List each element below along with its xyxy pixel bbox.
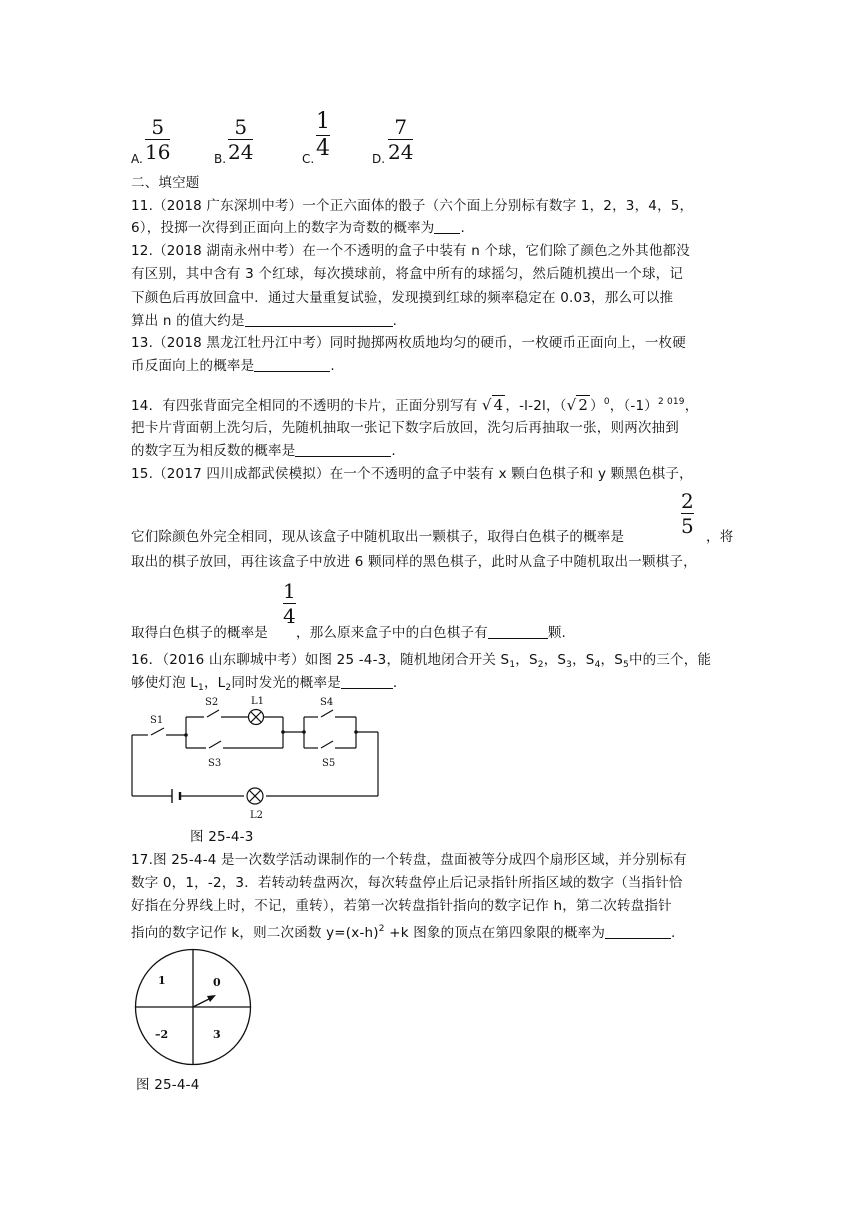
option-c-denominator: 4 bbox=[316, 136, 330, 161]
q13-line2: 币反面向上的概率是 . bbox=[131, 358, 335, 374]
q14-line1: 14．有四张背面完全相同的不透明的卡片，正面分别写有 √ 4 ，-l-2l，（√ 2 ）$^0$，$(-1)^{2 019}$， bbox=[131, 396, 699, 414]
label-l2: L2 bbox=[250, 810, 264, 820]
circuit-diagram bbox=[120, 690, 390, 820]
q15-line2-end: ，将 bbox=[706, 529, 734, 545]
q12-line2: 有区别，其中含有 3 个红球，每次摸球前，将盒中所有的球摇匀，然后随机摸出一个球，记 bbox=[131, 266, 684, 282]
q17-line3: 好指在分界线上时，不记，重转），若第一次转盘指针指向的数字记作 h，第二次转盘指针 bbox=[131, 898, 672, 914]
spinner-label-3: 3 bbox=[213, 1028, 221, 1041]
option-a-numerator: 5 bbox=[151, 115, 165, 139]
answer-blank[interactable] bbox=[245, 312, 393, 327]
answer-blank[interactable] bbox=[605, 924, 671, 939]
answer-blank[interactable] bbox=[341, 674, 393, 689]
option-d-letter: D. bbox=[372, 152, 386, 166]
label-s5: S5 bbox=[322, 758, 336, 769]
q11-line1: 11.（2018 广东深圳中考）一个正六面体的骰子（六个面上分别标有数字 1，2，3，4，5， bbox=[131, 198, 694, 214]
sqrt-2: √ 2 bbox=[566, 396, 589, 414]
option-b-letter: B. bbox=[214, 152, 227, 166]
spinner-label-1: 1 bbox=[158, 974, 166, 987]
q17-line4: 指向的数字记作 k，则二次函数 $y=(x-h)^2 +k$ 图象的顶点在第四象限的概率为 . bbox=[131, 924, 676, 941]
option-a-denominator: 16 bbox=[145, 140, 171, 164]
figure-caption-25-4-3: 图 25-4-3 bbox=[190, 829, 254, 845]
q16-line1: 16．（2016 山东聊城中考）如图 25 -4-3，随机地闭合开关 $S_1$，$S_2$，$S_3$，$S_4$，$S_5$中的三个，能 bbox=[131, 652, 712, 670]
q15-line4: 取得白色棋子的概率是 ，那么原来盒子中的白色棋子有 颗. bbox=[131, 625, 567, 641]
q15-fraction-1-4: 1 4 bbox=[283, 579, 296, 628]
answer-blank[interactable] bbox=[434, 219, 460, 234]
q17-line2: 数字 0，1，-2，3．若转动转盘两次，每次转盘停止后记录指针所指区域的数字（当指针恰 bbox=[131, 875, 683, 891]
option-c-numerator: 1 bbox=[316, 109, 330, 134]
answer-blank[interactable] bbox=[295, 442, 391, 457]
q12-line3: 下颜色后再放回盒中．通过大量重复试验，发现摸到红球的频率稳定在 0.03，那么可以推 bbox=[131, 290, 674, 306]
q12-line1: 12.（2018 湖南永州中考）在一个不透明的盒子中装有 n 个球，它们除了颜色之外其他都没 bbox=[131, 243, 690, 259]
label-l1: L1 bbox=[251, 696, 265, 707]
label-s2: S2 bbox=[205, 697, 219, 708]
q14-line3: 的数字互为相反数的概率是 . bbox=[131, 443, 396, 459]
option-d-fraction bbox=[388, 116, 413, 163]
option-a-fraction bbox=[145, 116, 170, 163]
option-a-letter: A. bbox=[131, 152, 143, 166]
figure-caption-25-4-4: 图 25-4-4 bbox=[136, 1077, 200, 1093]
q14-line2: 把卡片背面朝上洗匀后，先随机抽取一张记下数字后放回，洗匀后再抽取一张，则两次抽到 bbox=[131, 420, 679, 436]
q15-fraction-2-5: 2 5 bbox=[681, 489, 694, 538]
q16-line2: 够使灯泡 $L_1$，$L_2$同时发光的概率是 . bbox=[131, 675, 398, 693]
q11-line2: 6），投掷一次得到正面向上的数字为奇数的概率为 . bbox=[131, 220, 465, 236]
label-s3: S3 bbox=[208, 758, 222, 769]
q12-line4: 算出 n 的值大约是 . bbox=[131, 313, 398, 329]
option-b-numerator: 5 bbox=[234, 115, 248, 139]
q17-line1: 17.图 25-4-4 是一次数学活动课制作的一个转盘，盘面被等分成四个扇形区域，并分别标有 bbox=[131, 852, 687, 868]
q15-line3: 取出的棋子放回，再往该盒子中放进 6 颗同样的黑色棋子，此时从盒子中随机取出一颗棋子， bbox=[131, 554, 697, 570]
option-b-fraction bbox=[228, 116, 253, 163]
section-title: 二、填空题 bbox=[131, 175, 200, 191]
q15-line2: 它们除颜色外完全相同，现从该盒子中随机取出一颗棋子，取得白色棋子的概率是 bbox=[131, 529, 625, 545]
option-d-numerator: 7 bbox=[394, 115, 408, 139]
answer-blank[interactable] bbox=[254, 357, 330, 372]
label-s4: S4 bbox=[320, 697, 334, 708]
option-c-fraction bbox=[316, 110, 330, 161]
option-c-letter: C. bbox=[302, 152, 315, 166]
spinner-label-minus-2: –2 bbox=[155, 1028, 169, 1041]
sqrt-4: √ 4 bbox=[481, 396, 504, 414]
option-d-denominator: 24 bbox=[388, 140, 414, 164]
spinner-label-0: 0 bbox=[213, 976, 221, 989]
label-s1: S1 bbox=[150, 715, 164, 726]
answer-blank[interactable] bbox=[488, 624, 548, 639]
option-b-denominator: 24 bbox=[228, 140, 254, 164]
q15-line1: 15.（2017 四川成都武侯模拟）在一个不透明的盒子中装有 x 颗白色棋子和 y 颗黑色棋子， bbox=[131, 466, 693, 482]
q13-line1: 13.（2018 黑龙江牡丹江中考）同时抛掷两枚质地均匀的硬币，一枚硬币正面向上，一枚硬 bbox=[131, 335, 686, 351]
spinner-diagram bbox=[130, 945, 260, 1071]
